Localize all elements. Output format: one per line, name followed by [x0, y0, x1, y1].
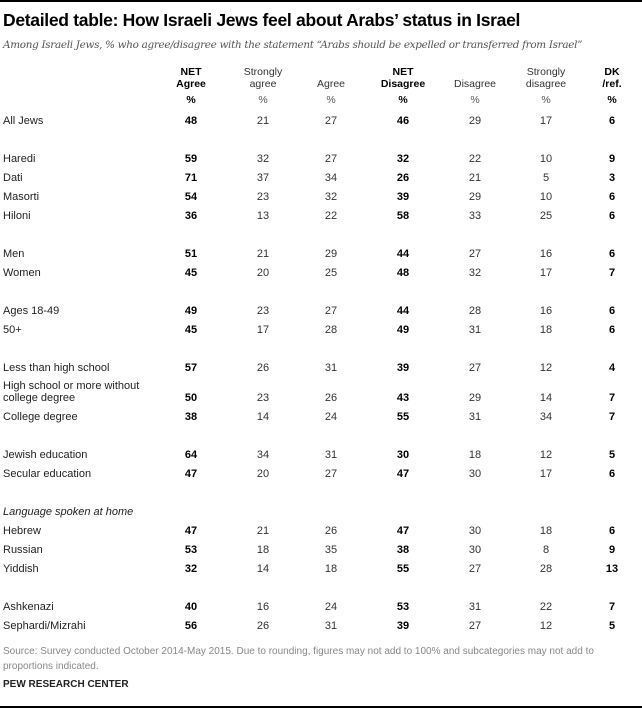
table-cell: 30	[468, 468, 482, 480]
table-cell: 44	[396, 248, 410, 260]
table-cell: 53	[184, 544, 198, 556]
table-cell: 39	[396, 362, 410, 374]
table-cell: 48	[184, 115, 198, 127]
row-label: Russian	[3, 544, 43, 556]
row-label: Yiddish	[3, 563, 39, 575]
column-label: Strongly disagree	[525, 66, 567, 90]
table-cell: 34	[539, 411, 553, 423]
table-cell: 27	[468, 248, 482, 260]
row-label: Women	[3, 267, 41, 279]
table-cell: 20	[256, 468, 270, 480]
subtitle: Among Israeli Jews, % who agree/disagree with the statement “Arabs should be expelled or transferred from Israel”	[3, 39, 583, 51]
row-label: Sephardi/Mizrahi	[3, 620, 86, 632]
table-cell: 25	[324, 267, 338, 279]
table-cell: 45	[184, 267, 198, 279]
column-unit: %	[326, 94, 336, 106]
table-cell: 7	[608, 392, 616, 404]
table-cell: 28	[468, 305, 482, 317]
table-cell: 26	[396, 172, 410, 184]
table-cell: 18	[539, 525, 553, 537]
table-cell: 23	[256, 191, 270, 203]
table-cell: 18	[468, 449, 482, 461]
table-cell: 24	[324, 601, 338, 613]
column-unit: %	[470, 94, 480, 106]
table-cell: 40	[184, 601, 198, 613]
row-label: Secular education	[3, 468, 92, 480]
group-heading	[0, 502, 642, 521]
table-row	[0, 445, 642, 464]
table-cell: 58	[396, 210, 410, 222]
table-cell: 31	[468, 601, 482, 613]
table-cell: 10	[539, 191, 553, 203]
table-cell: 27	[468, 563, 482, 575]
table-cell: 38	[184, 411, 198, 423]
table-row	[0, 358, 642, 377]
table-cell: 6	[608, 324, 616, 336]
table-cell: 13	[256, 210, 270, 222]
column-label: Disagree	[453, 78, 497, 90]
table-cell: 29	[468, 392, 482, 404]
table-cell: 17	[256, 324, 270, 336]
table-cell: 27	[324, 115, 338, 127]
row-label: Hiloni	[3, 210, 31, 222]
table-cell: 26	[256, 362, 270, 374]
table-cell: 55	[396, 411, 410, 423]
table-cell: 32	[468, 267, 482, 279]
table-cell: 32	[396, 153, 410, 165]
table-row	[0, 320, 642, 339]
table-cell: 31	[324, 362, 338, 374]
table-cell: 53	[396, 601, 410, 613]
table-cell: 12	[539, 449, 553, 461]
table-cell: 16	[539, 248, 553, 260]
table-cell: 31	[324, 449, 338, 461]
table-cell: 14	[539, 392, 553, 404]
row-label: College degree	[3, 411, 78, 423]
table-cell: 44	[396, 305, 410, 317]
table-cell: 32	[324, 191, 338, 203]
table-cell: 49	[184, 305, 198, 317]
table-cell: 5	[608, 449, 616, 461]
table-cell: 27	[324, 153, 338, 165]
table-cell: 38	[396, 544, 410, 556]
table-cell: 12	[539, 362, 553, 374]
table-cell: 32	[256, 153, 270, 165]
table-cell: 33	[468, 210, 482, 222]
table-cell: 51	[184, 248, 198, 260]
table-cell: 25	[539, 210, 553, 222]
table-cell: 27	[468, 620, 482, 632]
column-header	[577, 64, 642, 108]
table-cell: 4	[608, 362, 616, 374]
column-unit: %	[398, 94, 408, 106]
row-label: Ashkenazi	[3, 601, 54, 613]
table-cell: 18	[539, 324, 553, 336]
table-cell: 6	[608, 210, 616, 222]
table-cell: 59	[184, 153, 198, 165]
group-spacer	[0, 225, 642, 244]
table-row	[0, 301, 642, 320]
table-cell: 35	[324, 544, 338, 556]
table-cell: 10	[539, 153, 553, 165]
table-cell: 26	[324, 525, 338, 537]
row-label: All Jews	[3, 115, 44, 127]
table-cell: 21	[468, 172, 482, 184]
table-cell: 20	[256, 267, 270, 279]
table-cell: 22	[324, 210, 338, 222]
table-cell: 28	[539, 563, 553, 575]
table-row	[0, 464, 642, 483]
table-cell: 34	[256, 449, 270, 461]
table-row	[0, 244, 642, 263]
group-spacer	[0, 339, 642, 358]
table-cell: 30	[396, 449, 410, 461]
group-spacer	[0, 426, 642, 445]
table-cell: 47	[184, 468, 198, 480]
table-cell: 8	[542, 544, 550, 556]
table-cell: 6	[608, 305, 616, 317]
row-label: 50+	[3, 324, 22, 336]
column-header	[368, 64, 438, 108]
group-spacer	[0, 578, 642, 597]
table-cell: 28	[324, 324, 338, 336]
column-label: DK /ref.	[602, 66, 622, 90]
group-spacer	[0, 483, 642, 502]
column-header	[228, 64, 298, 108]
row-label: Hebrew	[3, 525, 41, 537]
table-row	[0, 616, 642, 635]
table-row	[0, 521, 642, 540]
column-label: NET Disagree	[380, 66, 426, 90]
table-cell: 34	[324, 172, 338, 184]
table-cell: 43	[396, 392, 410, 404]
table-cell: 47	[396, 525, 410, 537]
row-label: High school or more without college degree	[3, 380, 140, 404]
row-label: Jewish education	[3, 449, 88, 461]
group-spacer	[0, 282, 642, 301]
column-label: Agree	[316, 78, 346, 90]
table-cell: 47	[396, 468, 410, 480]
table-cell: 6	[608, 191, 616, 203]
table-cell: 54	[184, 191, 198, 203]
column-unit: %	[186, 94, 196, 106]
table-header	[0, 64, 642, 108]
table-row	[0, 206, 642, 225]
table-row	[0, 597, 642, 616]
table-cell: 22	[468, 153, 482, 165]
group-heading-text: Language spoken at home	[3, 506, 134, 518]
table-cell: 17	[539, 115, 553, 127]
table-cell: 9	[608, 153, 616, 165]
table-cell: 6	[608, 248, 616, 260]
table-cell: 71	[184, 172, 198, 184]
table-cell: 57	[184, 362, 198, 374]
table-cell: 31	[324, 620, 338, 632]
table-cell: 13	[605, 563, 619, 575]
table-cell: 6	[608, 115, 616, 127]
row-label: Masorti	[3, 191, 40, 203]
row-label: Less than high school	[3, 362, 110, 374]
table-cell: 22	[539, 601, 553, 613]
brand-footer: PEW RESEARCH CENTER	[3, 679, 129, 690]
table-cell: 36	[184, 210, 198, 222]
table-cell: 39	[396, 620, 410, 632]
table-cell: 23	[256, 392, 270, 404]
table-cell: 30	[468, 525, 482, 537]
table-cell: 49	[396, 324, 410, 336]
bottom-rule	[0, 706, 642, 708]
group-spacer	[0, 130, 642, 149]
row-label: Ages 18-49	[3, 305, 60, 317]
table-row	[0, 111, 642, 130]
table-body	[0, 111, 642, 635]
table-cell: 24	[324, 411, 338, 423]
table-cell: 37	[256, 172, 270, 184]
table-cell: 29	[324, 248, 338, 260]
table-cell: 5	[608, 620, 616, 632]
table-cell: 14	[256, 563, 270, 575]
column-header	[511, 64, 581, 108]
table-cell: 3	[608, 172, 616, 184]
table-cell: 55	[396, 563, 410, 575]
column-header	[440, 64, 510, 108]
table-cell: 47	[184, 525, 198, 537]
table-cell: 64	[184, 449, 198, 461]
table-cell: 56	[184, 620, 198, 632]
table-cell: 16	[256, 601, 270, 613]
table-cell: 18	[324, 563, 338, 575]
table-cell: 6	[608, 525, 616, 537]
table-cell: 5	[542, 172, 550, 184]
row-label: Haredi	[3, 153, 36, 165]
table-cell: 39	[396, 191, 410, 203]
table-cell: 9	[608, 544, 616, 556]
table-cell: 26	[324, 392, 338, 404]
column-header	[296, 64, 366, 108]
table-cell: 17	[539, 468, 553, 480]
row-label: Dati	[3, 172, 23, 184]
table-cell: 45	[184, 324, 198, 336]
table-cell: 29	[468, 115, 482, 127]
table-cell: 27	[324, 305, 338, 317]
table-row	[0, 559, 642, 578]
table-cell: 50	[184, 392, 198, 404]
table-cell: 14	[256, 411, 270, 423]
table-cell: 30	[468, 544, 482, 556]
table-row	[0, 377, 642, 407]
column-label: NET Agree	[176, 66, 206, 90]
table-cell: 7	[608, 601, 616, 613]
table-cell: 7	[608, 411, 616, 423]
table-cell: 6	[608, 468, 616, 480]
table-cell: 27	[324, 468, 338, 480]
table-cell: 18	[256, 544, 270, 556]
table-row	[0, 263, 642, 282]
row-label: Men	[3, 248, 25, 260]
column-header	[156, 64, 226, 108]
table-cell: 17	[539, 267, 553, 279]
column-unit: %	[541, 94, 551, 106]
table-cell: 29	[468, 191, 482, 203]
table-cell: 26	[256, 620, 270, 632]
table-row	[0, 540, 642, 559]
table-cell: 23	[256, 305, 270, 317]
column-unit: %	[258, 94, 268, 106]
table-cell: 21	[256, 525, 270, 537]
page-title: Detailed table: How Israeli Jews feel about Arabs’ status in Israel	[3, 10, 521, 30]
table-row	[0, 187, 642, 206]
top-rule	[0, 0, 642, 2]
table-row	[0, 168, 642, 187]
column-unit: %	[607, 94, 617, 106]
table-cell: 12	[539, 620, 553, 632]
table-cell: 16	[539, 305, 553, 317]
source-note: Source: Survey conducted October 2014-May 2015. Due to rounding, figures may not add to 100% and subcategories may not add to proportions indicated.	[3, 646, 594, 672]
table-cell: 31	[468, 411, 482, 423]
table-cell: 7	[608, 267, 616, 279]
table-cell: 31	[468, 324, 482, 336]
table-cell: 27	[468, 362, 482, 374]
table-cell: 46	[396, 115, 410, 127]
table-cell: 32	[184, 563, 198, 575]
table-row	[0, 149, 642, 168]
column-label: Strongly agree	[243, 66, 283, 90]
table-cell: 21	[256, 248, 270, 260]
table-cell: 21	[256, 115, 270, 127]
table-row	[0, 407, 642, 426]
table-cell: 48	[396, 267, 410, 279]
